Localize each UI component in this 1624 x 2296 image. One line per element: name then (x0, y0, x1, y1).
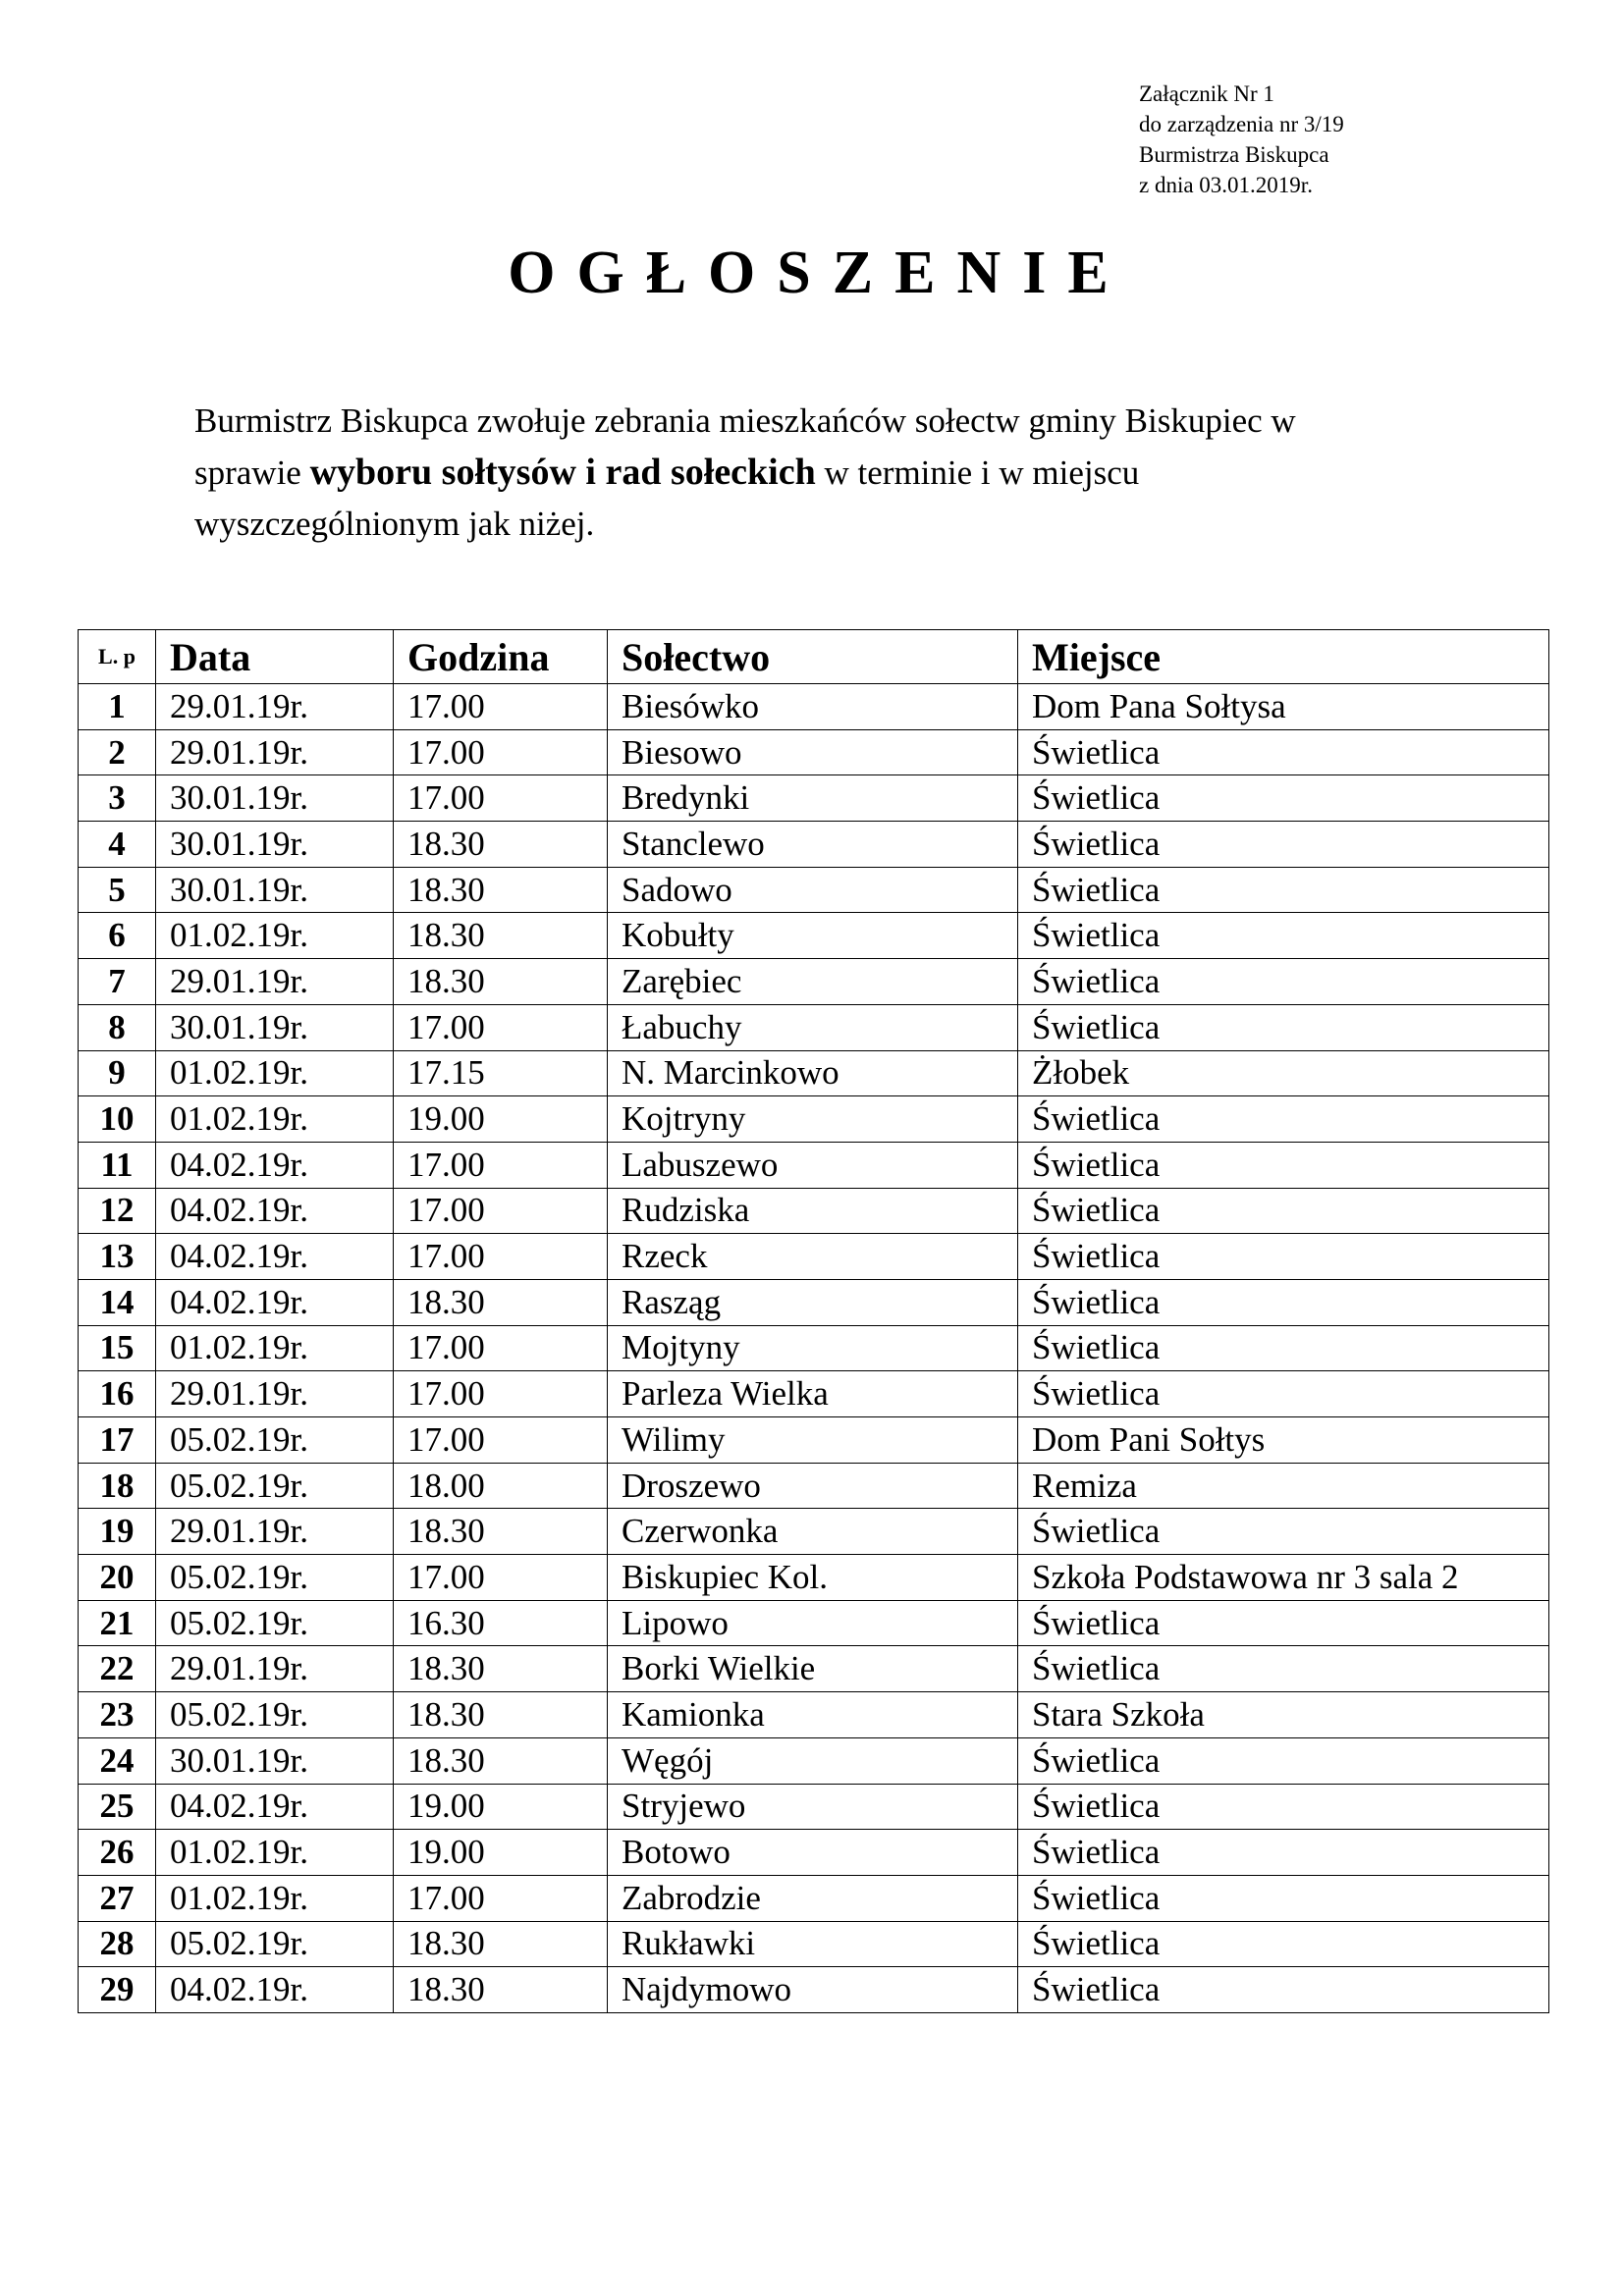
place-cell: Świetlica (1018, 1371, 1549, 1417)
date-cell: 04.02.19r. (156, 1967, 394, 2013)
place-cell: Żłobek (1018, 1050, 1549, 1096)
table-row (79, 1646, 1549, 1692)
time-cell: 18.30 (394, 1692, 608, 1738)
date-cell: 30.01.19r. (156, 1004, 394, 1050)
place-cell: Świetlica (1018, 729, 1549, 775)
time-cell: 19.00 (394, 1096, 608, 1143)
table-row (79, 1600, 1549, 1646)
place-cell: Świetlica (1018, 1279, 1549, 1325)
table-row (79, 1830, 1549, 1876)
table-row (79, 913, 1549, 959)
row-number: 11 (79, 1142, 156, 1188)
row-number: 17 (79, 1417, 156, 1464)
date-cell: 04.02.19r. (156, 1188, 394, 1234)
village-cell: Czerwonka (608, 1509, 1018, 1555)
date-cell: 01.02.19r. (156, 1050, 394, 1096)
village-cell: Zarębiec (608, 959, 1018, 1005)
village-cell: Bredynki (608, 775, 1018, 822)
place-cell: Świetlica (1018, 1188, 1549, 1234)
place-cell: Świetlica (1018, 1784, 1549, 1830)
time-cell: 18.30 (394, 1509, 608, 1555)
table-row (79, 1509, 1549, 1555)
time-cell: 19.00 (394, 1784, 608, 1830)
table-row (79, 1692, 1549, 1738)
village-cell: Stryjewo (608, 1784, 1018, 1830)
village-cell: Najdymowo (608, 1967, 1018, 2013)
row-number: 13 (79, 1234, 156, 1280)
village-cell: Droszewo (608, 1463, 1018, 1509)
date-cell: 29.01.19r. (156, 1646, 394, 1692)
time-cell: 17.00 (394, 1188, 608, 1234)
table-row (79, 1004, 1549, 1050)
column-header-time: Godzina (394, 630, 608, 684)
table-row (79, 1417, 1549, 1464)
table-body (79, 684, 1549, 2013)
place-cell: Świetlica (1018, 913, 1549, 959)
table-row (79, 1188, 1549, 1234)
row-number: 2 (79, 729, 156, 775)
date-cell: 04.02.19r. (156, 1784, 394, 1830)
time-cell: 18.30 (394, 1646, 608, 1692)
annex-line: z dnia 03.01.2019r. (1139, 173, 1313, 197)
village-cell: N. Marcinkowo (608, 1050, 1018, 1096)
date-cell: 04.02.19r. (156, 1279, 394, 1325)
place-cell: Świetlica (1018, 1325, 1549, 1371)
village-cell: Węgój (608, 1737, 1018, 1784)
intro-paragraph (194, 396, 1471, 550)
village-cell: Wilimy (608, 1417, 1018, 1464)
village-cell: Rukławki (608, 1921, 1018, 1967)
time-cell: 17.00 (394, 1004, 608, 1050)
village-cell: Biesówko (608, 684, 1018, 730)
place-cell: Świetlica (1018, 867, 1549, 913)
column-header-date: Data (156, 630, 394, 684)
date-cell: 30.01.19r. (156, 867, 394, 913)
place-cell: Świetlica (1018, 1830, 1549, 1876)
time-cell: 18.30 (394, 1967, 608, 2013)
time-cell: 18.00 (394, 1463, 608, 1509)
row-number: 9 (79, 1050, 156, 1096)
date-cell: 04.02.19r. (156, 1142, 394, 1188)
annex-line: Burmistrza Biskupca (1139, 142, 1329, 167)
intro-text: w terminie i w miejscu (815, 454, 1140, 492)
place-cell: Świetlica (1018, 1234, 1549, 1280)
table-row (79, 1279, 1549, 1325)
time-cell: 16.30 (394, 1600, 608, 1646)
row-number: 23 (79, 1692, 156, 1738)
place-cell: Dom Pana Sołtysa (1018, 684, 1549, 730)
village-cell: Botowo (608, 1830, 1018, 1876)
table-row (79, 1234, 1549, 1280)
table-row (79, 1142, 1549, 1188)
row-number: 14 (79, 1279, 156, 1325)
row-number: 26 (79, 1830, 156, 1876)
place-cell: Świetlica (1018, 1646, 1549, 1692)
table-row (79, 867, 1549, 913)
place-cell: Świetlica (1018, 1600, 1549, 1646)
row-number: 10 (79, 1096, 156, 1143)
row-number: 12 (79, 1188, 156, 1234)
row-number: 19 (79, 1509, 156, 1555)
table-row (79, 1325, 1549, 1371)
date-cell: 29.01.19r. (156, 1371, 394, 1417)
page-title: OGŁOSZENIE (508, 240, 1130, 306)
row-number: 20 (79, 1555, 156, 1601)
place-cell: Świetlica (1018, 822, 1549, 868)
row-number: 1 (79, 684, 156, 730)
table-row (79, 1875, 1549, 1921)
row-number: 16 (79, 1371, 156, 1417)
village-cell: Rzeck (608, 1234, 1018, 1280)
village-cell: Parleza Wielka (608, 1371, 1018, 1417)
date-cell: 30.01.19r. (156, 775, 394, 822)
table-row (79, 1921, 1549, 1967)
village-cell: Sadowo (608, 867, 1018, 913)
village-cell: Biesowo (608, 729, 1018, 775)
date-cell: 29.01.19r. (156, 1509, 394, 1555)
place-cell: Świetlica (1018, 959, 1549, 1005)
date-cell: 05.02.19r. (156, 1600, 394, 1646)
time-cell: 17.00 (394, 775, 608, 822)
place-cell: Świetlica (1018, 1096, 1549, 1143)
table-header-row (79, 630, 1549, 684)
row-number: 7 (79, 959, 156, 1005)
annex-line: do zarządzenia nr 3/19 (1139, 112, 1344, 136)
village-cell: Łabuchy (608, 1004, 1018, 1050)
time-cell: 18.30 (394, 867, 608, 913)
table-row (79, 775, 1549, 822)
table-row (79, 1784, 1549, 1830)
place-cell: Świetlica (1018, 1509, 1549, 1555)
annex-note (1139, 79, 1344, 200)
time-cell: 18.30 (394, 1921, 608, 1967)
intro-emphasis: wyboru sołtysów i rad sołeckich (309, 452, 816, 493)
row-number: 25 (79, 1784, 156, 1830)
date-cell: 30.01.19r. (156, 822, 394, 868)
village-cell: Stanclewo (608, 822, 1018, 868)
date-cell: 01.02.19r. (156, 1830, 394, 1876)
meeting-schedule-table (78, 629, 1549, 2013)
place-cell: Remiza (1018, 1463, 1549, 1509)
village-cell: Biskupiec Kol. (608, 1555, 1018, 1601)
place-cell: Świetlica (1018, 1142, 1549, 1188)
intro-line: wyszczególnionym jak niżej. (194, 505, 595, 543)
time-cell: 17.00 (394, 684, 608, 730)
date-cell: 29.01.19r. (156, 729, 394, 775)
intro-text: sprawie (194, 454, 310, 492)
row-number: 27 (79, 1875, 156, 1921)
date-cell: 04.02.19r. (156, 1234, 394, 1280)
village-cell: Kamionka (608, 1692, 1018, 1738)
village-cell: Kobułty (608, 913, 1018, 959)
date-cell: 01.02.19r. (156, 1875, 394, 1921)
place-cell: Świetlica (1018, 1004, 1549, 1050)
time-cell: 17.00 (394, 1234, 608, 1280)
date-cell: 29.01.19r. (156, 959, 394, 1005)
time-cell: 17.00 (394, 1325, 608, 1371)
row-number: 22 (79, 1646, 156, 1692)
date-cell: 29.01.19r. (156, 684, 394, 730)
place-cell: Świetlica (1018, 1875, 1549, 1921)
date-cell: 05.02.19r. (156, 1463, 394, 1509)
village-cell: Labuszewo (608, 1142, 1018, 1188)
village-cell: Rudziska (608, 1188, 1018, 1234)
table-row (79, 1096, 1549, 1143)
time-cell: 19.00 (394, 1830, 608, 1876)
village-cell: Kojtryny (608, 1096, 1018, 1143)
intro-line: Burmistrz Biskupca zwołuje zebrania mieszkańców sołectw gminy Biskupiec w (194, 401, 1296, 440)
time-cell: 17.00 (394, 1371, 608, 1417)
time-cell: 17.00 (394, 1417, 608, 1464)
row-number: 15 (79, 1325, 156, 1371)
date-cell: 05.02.19r. (156, 1921, 394, 1967)
time-cell: 18.30 (394, 1737, 608, 1784)
place-cell: Świetlica (1018, 1967, 1549, 2013)
time-cell: 17.00 (394, 1875, 608, 1921)
table-row (79, 1737, 1549, 1784)
place-cell: Świetlica (1018, 775, 1549, 822)
time-cell: 17.00 (394, 1142, 608, 1188)
time-cell: 17.00 (394, 1555, 608, 1601)
column-header-place: Miejsce (1018, 630, 1549, 684)
row-number: 24 (79, 1737, 156, 1784)
place-cell: Świetlica (1018, 1737, 1549, 1784)
place-cell: Dom Pani Sołtys (1018, 1417, 1549, 1464)
table-row (79, 1050, 1549, 1096)
row-number: 5 (79, 867, 156, 913)
place-cell: Szkoła Podstawowa nr 3 sala 2 (1018, 1555, 1549, 1601)
row-number: 3 (79, 775, 156, 822)
row-number: 4 (79, 822, 156, 868)
place-cell: Świetlica (1018, 1921, 1549, 1967)
table-row (79, 729, 1549, 775)
column-header-village: Sołectwo (608, 630, 1018, 684)
table-row (79, 959, 1549, 1005)
village-cell: Lipowo (608, 1600, 1018, 1646)
table-row (79, 1463, 1549, 1509)
time-cell: 18.30 (394, 822, 608, 868)
column-header-lp: L. p (79, 630, 156, 684)
annex-line: Załącznik Nr 1 (1139, 81, 1274, 106)
time-cell: 17.15 (394, 1050, 608, 1096)
village-cell: Zabrodzie (608, 1875, 1018, 1921)
time-cell: 18.30 (394, 959, 608, 1005)
row-number: 6 (79, 913, 156, 959)
row-number: 21 (79, 1600, 156, 1646)
table-row (79, 1555, 1549, 1601)
date-cell: 05.02.19r. (156, 1692, 394, 1738)
row-number: 8 (79, 1004, 156, 1050)
row-number: 18 (79, 1463, 156, 1509)
village-cell: Borki Wielkie (608, 1646, 1018, 1692)
village-cell: Mojtyny (608, 1325, 1018, 1371)
village-cell: Rasząg (608, 1279, 1018, 1325)
row-number: 29 (79, 1967, 156, 2013)
time-cell: 18.30 (394, 913, 608, 959)
date-cell: 05.02.19r. (156, 1555, 394, 1601)
table-row (79, 822, 1549, 868)
place-cell: Stara Szkoła (1018, 1692, 1549, 1738)
date-cell: 30.01.19r. (156, 1737, 394, 1784)
time-cell: 18.30 (394, 1279, 608, 1325)
row-number: 28 (79, 1921, 156, 1967)
date-cell: 01.02.19r. (156, 913, 394, 959)
date-cell: 01.02.19r. (156, 1325, 394, 1371)
date-cell: 05.02.19r. (156, 1417, 394, 1464)
table-row (79, 1371, 1549, 1417)
time-cell: 17.00 (394, 729, 608, 775)
intro-line (194, 447, 1471, 499)
table-row (79, 684, 1549, 730)
table-row (79, 1967, 1549, 2013)
date-cell: 01.02.19r. (156, 1096, 394, 1143)
